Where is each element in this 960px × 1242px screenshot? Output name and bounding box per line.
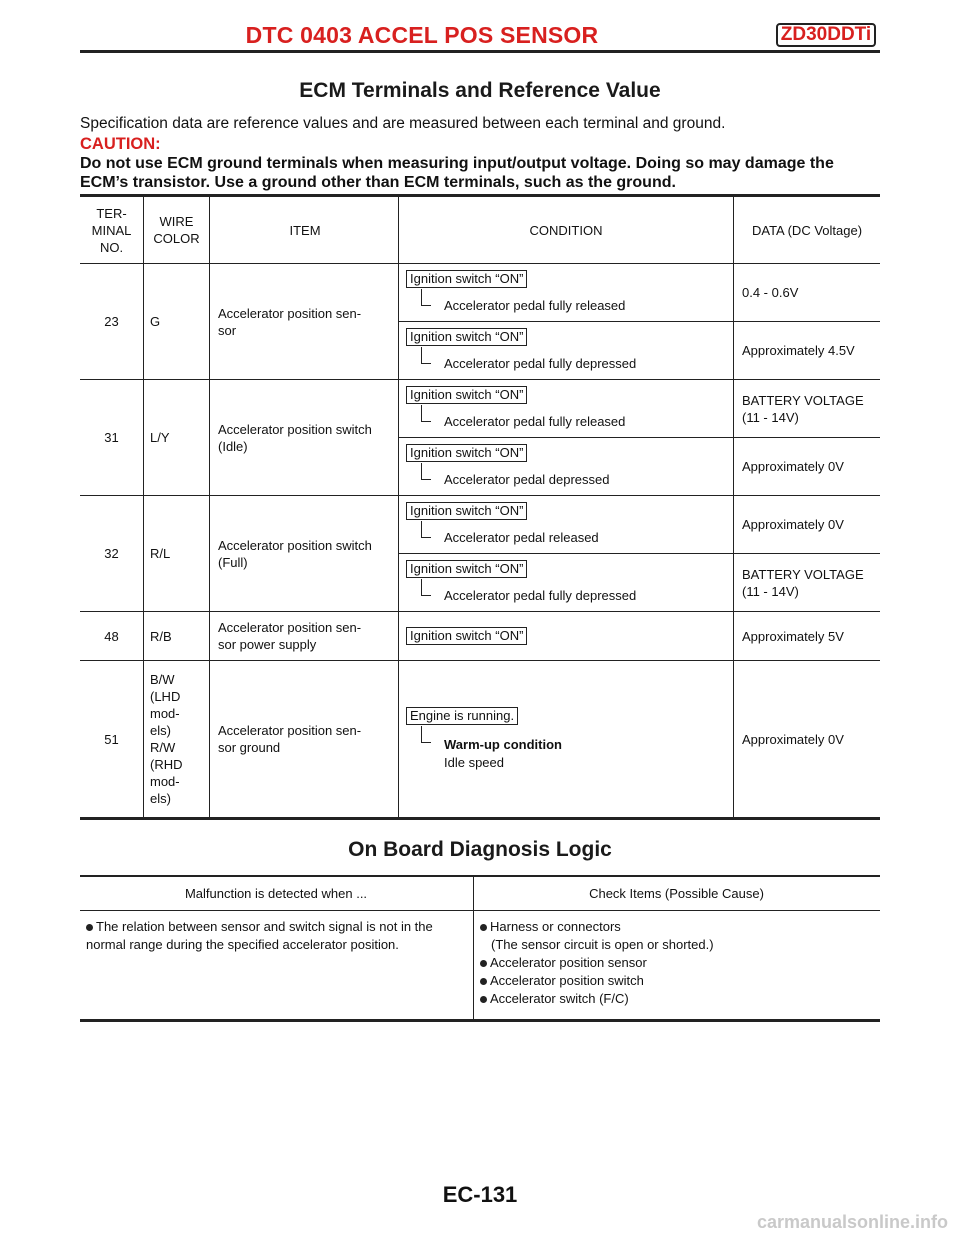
condition-cell [399, 612, 734, 661]
col-header-condition: CONDITION [399, 196, 734, 264]
data-value: Approximately 5V [734, 612, 881, 661]
terminal-no: 32 [80, 496, 144, 612]
terminal-no: 23 [80, 264, 144, 380]
condition-bracket [421, 463, 431, 480]
table-row [80, 496, 880, 554]
ecm-intro-text: Specification data are reference values and are measured between each terminal and ground. [80, 115, 726, 132]
wire-color: R/L [144, 496, 210, 612]
wire-color: G [144, 264, 210, 380]
condition-cell [399, 322, 734, 380]
bullet-icon [480, 960, 487, 967]
bullet-icon [86, 924, 93, 931]
obd-logic-table [80, 875, 880, 1022]
malfunction-cell [80, 911, 474, 1021]
condition-sub [444, 736, 562, 772]
caution-heading: CAUTION: [80, 135, 161, 153]
bullet-icon [480, 924, 487, 931]
terminal-no: 51 [80, 661, 144, 819]
col-header-check-items: Check Items (Possible Cause) [474, 876, 881, 911]
condition-sub-bold: Warm-up condition [444, 737, 562, 752]
terminal-no: 31 [80, 380, 144, 496]
list-item: Accelerator switch (F/C) [480, 990, 879, 1008]
item-name: Accelerator position sen- sor power supply [210, 612, 399, 661]
wire-color: L/Y [144, 380, 210, 496]
condition-bracket [421, 347, 431, 364]
condition-cell [399, 554, 734, 612]
bullet-icon [480, 978, 487, 985]
data-value: BATTERY VOLTAGE (11 - 14V) [734, 380, 881, 438]
list-item: Harness or connectors [480, 918, 879, 936]
wire-color: B/W (LHD mod- els) R/W (RHD mod- els) [144, 661, 210, 819]
table-row [80, 264, 880, 322]
condition-switch-box: Ignition switch “ON” [406, 627, 527, 645]
col-header-terminal-no: TER- MINAL NO. [80, 196, 144, 264]
ecm-section-title: ECM Terminals and Reference Value [299, 79, 661, 102]
condition-cell [399, 496, 734, 554]
condition-bracket [421, 405, 431, 422]
data-value: Approximately 4.5V [734, 322, 881, 380]
data-value: Approximately 0V [734, 438, 881, 496]
condition-sub: Accelerator pedal fully depressed [444, 356, 637, 371]
condition-bracket [421, 521, 431, 538]
page-header-title: DTC 0403 ACCEL POS SENSOR [245, 22, 599, 48]
col-header-wire-color: WIRE COLOR [144, 196, 210, 264]
terminal-no: 48 [80, 612, 144, 661]
condition-sub: Accelerator pedal released [444, 530, 599, 545]
condition-sub: Accelerator pedal depressed [444, 472, 610, 487]
item-name: Accelerator position switch (Full) [210, 496, 399, 612]
condition-bracket [421, 289, 431, 306]
condition-switch-box: Ignition switch “ON” [406, 560, 527, 578]
bullet-icon [480, 996, 487, 1003]
table-row [80, 612, 880, 661]
col-header-item: ITEM [210, 196, 399, 264]
data-value: Approximately 0V [734, 661, 881, 819]
condition-sub: Accelerator pedal fully released [444, 298, 626, 313]
condition-switch-box: Ignition switch “ON” [406, 270, 527, 288]
condition-cell [399, 264, 734, 322]
malfunction-text: The relation between sensor and switch signal is not in the normal range during the specified accelerator position. [86, 919, 433, 952]
condition-cell [399, 438, 734, 496]
condition-switch-box: Engine is running. [406, 707, 518, 725]
condition-sub-2: Idle speed [444, 755, 504, 770]
condition-sub: Accelerator pedal fully depressed [444, 588, 637, 603]
item-name: Accelerator position sen- sor [210, 264, 399, 380]
list-item: Accelerator position switch [480, 972, 879, 990]
condition-bracket [421, 726, 431, 743]
table-header-row [80, 196, 880, 264]
table-row [80, 911, 880, 1021]
condition-switch-box: Ignition switch “ON” [406, 328, 527, 346]
condition-cell [399, 661, 734, 819]
wire-color: R/B [144, 612, 210, 661]
condition-switch-box: Ignition switch “ON” [406, 444, 527, 462]
condition-switch-box: Ignition switch “ON” [406, 502, 527, 520]
table-header-row [80, 876, 880, 911]
condition-cell [399, 380, 734, 438]
data-value: 0.4 - 0.6V [734, 264, 881, 322]
caution-text: Do not use ECM ground terminals when measuring input/output voltage. Doing so may damage the ECM’s transistor. Use a ground other than ECM terminals, such as the ground. [80, 155, 834, 191]
table-row [80, 661, 880, 819]
condition-sub: Accelerator pedal fully released [444, 414, 626, 429]
col-header-data: DATA (DC Voltage) [734, 196, 881, 264]
table-row [80, 380, 880, 438]
condition-bracket [421, 579, 431, 596]
data-value: BATTERY VOLTAGE (11 - 14V) [734, 554, 881, 612]
check-items-cell [474, 911, 881, 1021]
list-item: (The sensor circuit is open or shorted.) [491, 937, 714, 952]
condition-switch-box: Ignition switch “ON” [406, 386, 527, 404]
item-name: Accelerator position sen- sor ground [210, 661, 399, 819]
obd-section-title: On Board Diagnosis Logic [348, 838, 612, 861]
col-header-malfunction: Malfunction is detected when ... [80, 876, 474, 911]
data-value: Approximately 0V [734, 496, 881, 554]
header-rule [80, 50, 880, 53]
list-item: Accelerator position sensor [480, 954, 879, 972]
watermark: carmanualsonline.info [756, 1212, 948, 1232]
ecm-terminals-table [80, 194, 880, 820]
item-name: Accelerator position switch (Idle) [210, 380, 399, 496]
page-number: EC-131 [442, 1182, 518, 1207]
engine-model-badge: ZD30DDTi [776, 23, 876, 47]
